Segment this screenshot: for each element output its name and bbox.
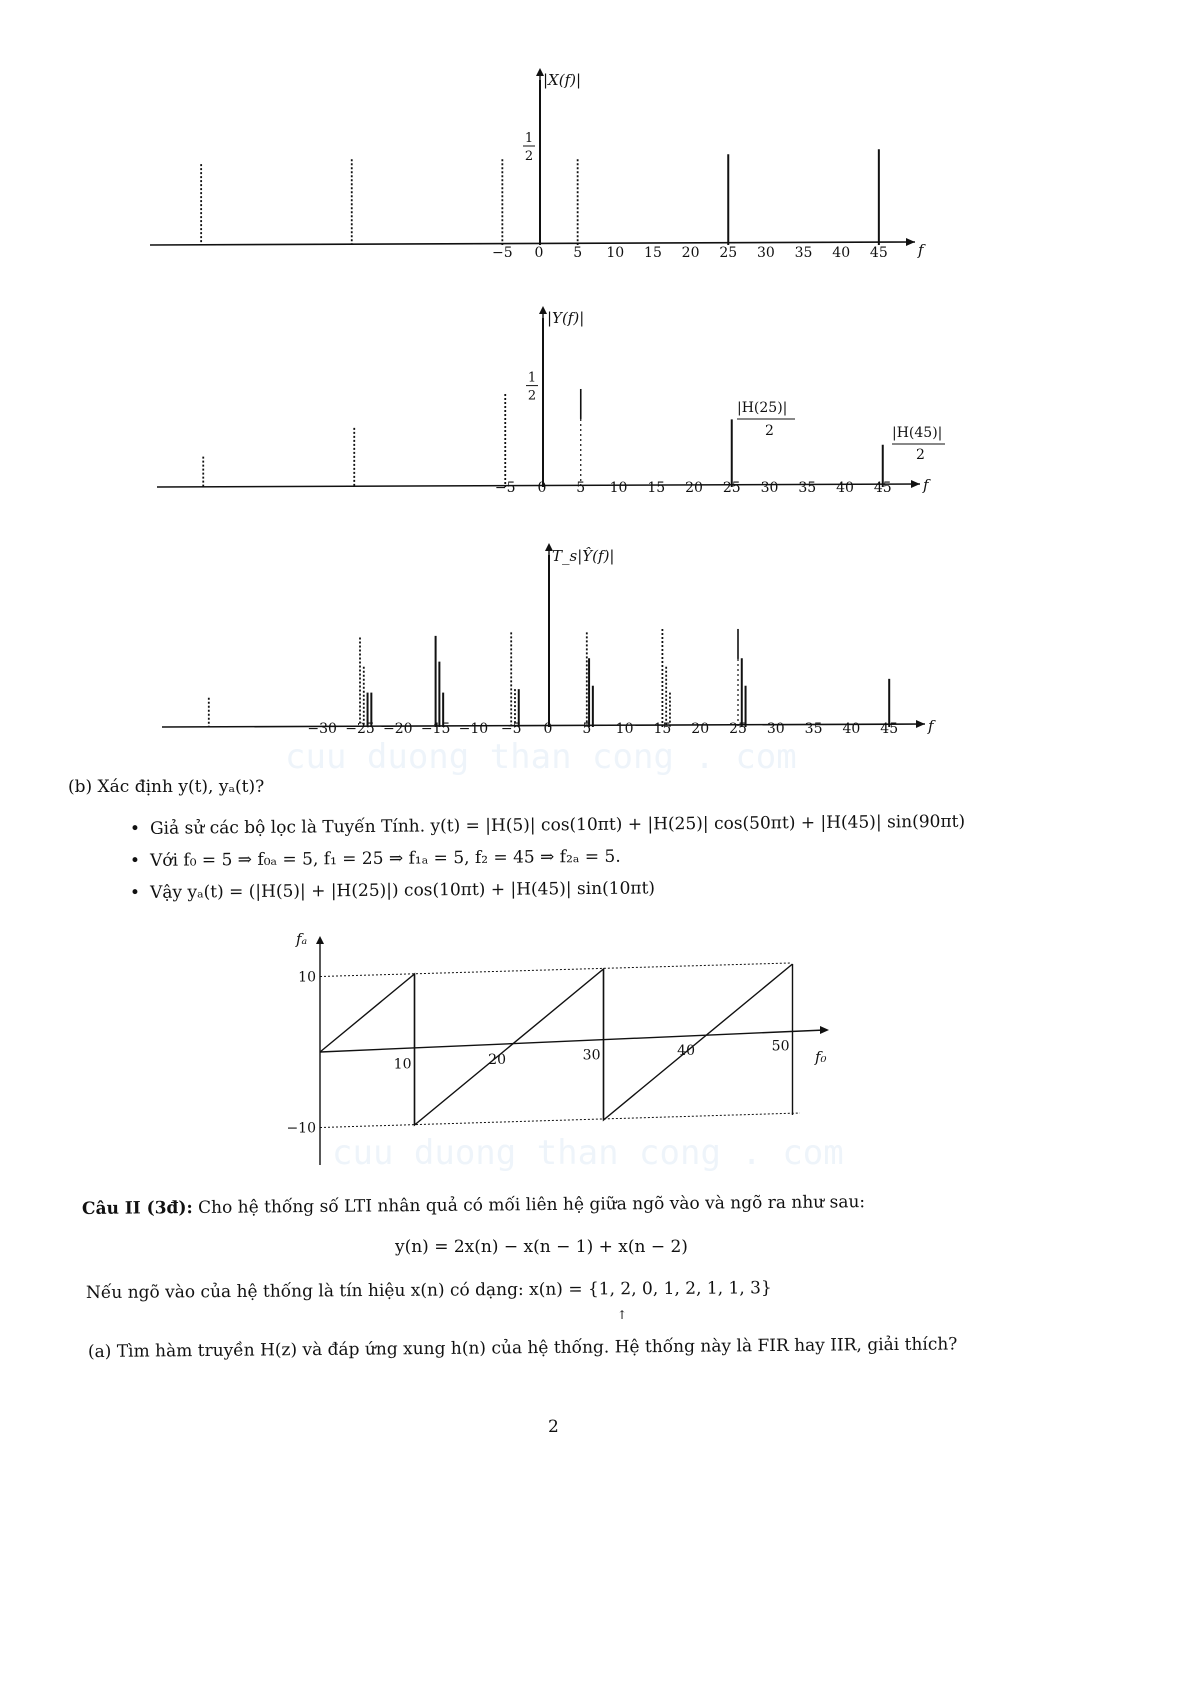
part-a-text: (a) Tìm hàm truyền H(z) và đáp ứng xung h(n) của hệ thống. Hệ thống này là FIR hay IIR, giải thích? [87,1334,958,1362]
tick-label: 15 [653,721,672,737]
tick-label: −5 [494,480,516,496]
tick-label: −25 [345,721,375,737]
annotation-h45: |H(45)| [892,425,943,441]
question2-title: Câu II (3đ): [81,1198,193,1219]
tick-label: 10 [609,480,628,496]
tick-label: 40 [842,721,861,737]
tick-label: 35 [794,245,813,261]
tick-label: 30 [756,245,775,261]
tick-label: 40 [832,245,851,261]
tick-label: 0 [534,245,544,261]
annotation-h25: |H(25)| [737,400,788,416]
x-tick-label: 10 [393,1056,412,1073]
x-tick-label: 40 [677,1043,695,1059]
origin-arrow: ↑ [617,1308,628,1322]
x-tick-label: 30 [582,1047,601,1064]
tick-label: 45 [880,721,899,737]
tick-label: 20 [691,721,710,737]
x-axis-arrow [820,1026,829,1034]
amplitude-label: 1 [527,370,537,386]
input-signal-text: Nếu ngõ vào của hệ thống là tín hiệu x(n) có dạng: x(n) = {1, 2, 0, 1, 2, 1, 1, 3} [85,1278,772,1303]
tick-label: 40 [836,480,854,496]
tick-label: 25 [719,245,738,261]
y-axis-label: fₐ [296,930,308,948]
y-axis-arrow [316,936,324,944]
watermark: cuu duong than cong . com [332,1133,844,1173]
part-b-heading: (b) Xác định y(t), yₐ(t)? [68,777,265,797]
tick-label: 45 [873,480,892,496]
tick-label: −10 [458,721,489,737]
tick-label: 30 [760,480,779,496]
bullet-item: • Giả sử các bộ lọc là Tuyến Tính. y(t) = |H(5)| cos(10πt) + |H(25)| cos(50πt) + |H(45)| sin(90πt) [130,813,965,840]
tick-label: 0 [543,721,553,737]
x-axis-label: f [928,717,934,735]
annotation-h45-den: 2 [916,447,925,463]
y-axis-arrow [539,306,547,314]
tick-label: 15 [644,245,662,261]
tick-label: 5 [582,721,592,737]
page-number: 2 [548,1417,559,1437]
tick-label: 25 [722,480,741,496]
tick-label: 30 [766,721,785,737]
tick-label: 20 [685,480,703,496]
x-axis-arrow [911,480,920,488]
plot3-title: T_s|Ŷ(f)| [552,547,615,565]
y-tick-label: 10 [298,969,316,986]
x-tick-label: 20 [488,1052,506,1068]
x-axis-label: f₀ [815,1048,827,1066]
bullet-item: • Vậy yₐ(t) = (|H(5)| + |H(25)|) cos(10πt) + |H(45)| sin(10πt) [130,879,655,903]
difference-equation: y(n) = 2x(n) − x(n − 1) + x(n − 2) [395,1237,688,1257]
tick-label: −5 [492,245,513,261]
tick-label: 45 [869,245,888,261]
watermark: cuu duong than cong . com [285,737,797,777]
tick-label: −30 [307,721,337,737]
tick-label: 10 [615,721,634,737]
x-axis-arrow [916,720,925,728]
tick-label: 10 [606,245,625,261]
tick-label: −5 [500,721,522,737]
plot2-title: |Y(f)| [547,309,585,327]
tick-label: 5 [573,245,583,261]
y-tick-label: −10 [286,1120,316,1137]
x-axis-arrow [906,238,915,246]
limit-line-top [320,963,790,977]
annotation-h25-den: 2 [765,423,774,439]
plot1-title: |X(f)| [543,71,582,89]
amplitude-label: 2 [524,149,534,164]
x-tick-label: 50 [771,1038,790,1055]
tick-label: 35 [798,480,817,496]
tick-label: 15 [647,480,666,496]
x-axis-label: f [923,476,929,494]
x-axis [320,1030,825,1052]
tick-label: 0 [537,480,547,496]
amplitude-label: 2 [527,388,537,404]
x-axis-label: f [918,241,924,259]
tick-label: −20 [383,721,413,737]
amplitude-label: 1 [524,131,534,146]
tick-label: −15 [420,721,451,737]
question2-intro: Cho hệ thống số LTI nhân quả có mối liên hệ giữa ngõ vào và ngõ ra như sau: [198,1192,866,1218]
tick-label: 20 [681,245,700,261]
aliasing-sawtooth [320,964,793,1125]
bullet-item: • Với f₀ = 5 ⇒ f₀ₐ = 5, f₁ = 25 ⇒ f₁ₐ = 5, f₂ = 45 ⇒ f₂ₐ = 5. [130,848,621,872]
tick-label: 35 [804,721,823,737]
limit-line-bottom [320,1113,800,1128]
tick-label: 5 [576,480,586,496]
tick-label: 25 [729,721,747,737]
